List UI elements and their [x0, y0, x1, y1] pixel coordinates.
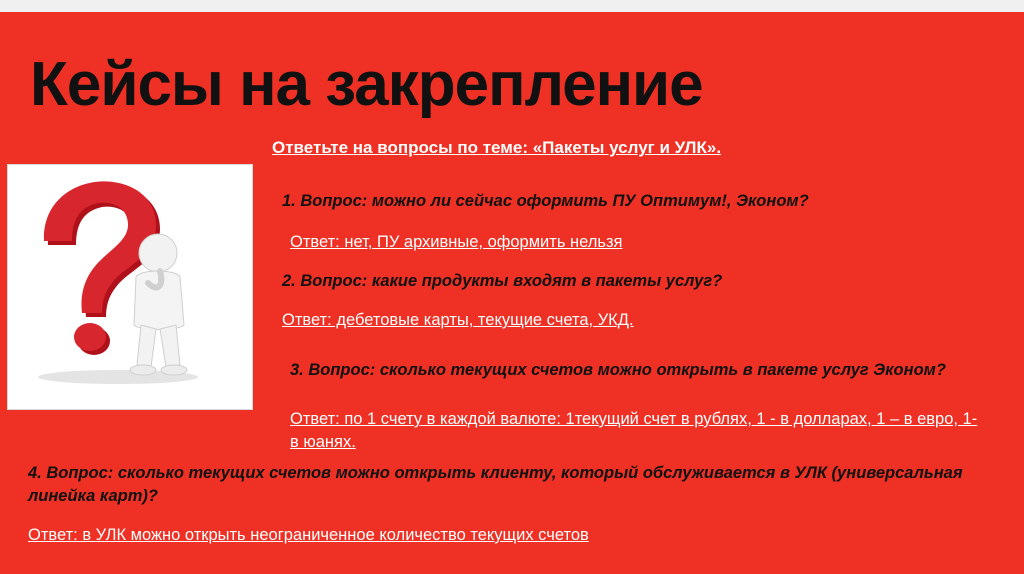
answer-4: Ответ: в УЛК можно открыть неограниченное количество текущих счетов: [28, 526, 589, 544]
question-mark-figure-icon: [8, 165, 252, 409]
answer-1: Ответ: нет, ПУ архивные, оформить нельзя: [290, 233, 623, 251]
question-3: 3. Вопрос: сколько текущих счетов можно открыть в пакете услуг Эконом?: [290, 361, 946, 379]
slide-subtitle: Ответьте на вопросы по теме: «Пакеты услуг и УЛК».: [272, 138, 722, 157]
answer-3: Ответ: по 1 счету в каждой валюте: 1текущий счет в рублях, 1 - в долларах, 1 – в евро, 1- в юанях.: [290, 410, 978, 451]
question-1: 1. Вопрос: можно ли сейчас оформить ПУ Оптимум!, Эконом?: [282, 192, 809, 210]
question-2: 2. Вопрос: какие продукты входят в пакеты услуг?: [282, 272, 723, 290]
question-figure-image: [8, 165, 252, 409]
answer-2: Ответ: дебетовые карты, текущие счета, УКД.: [282, 311, 634, 329]
slide-title: Кейсы на закрепление: [30, 50, 703, 119]
question-4: 4. Вопрос: сколько текущих счетов можно открыть клиенту, который обслуживается в УЛК (универсальная линейка карт)?: [28, 464, 963, 505]
top-band: [0, 0, 1024, 12]
